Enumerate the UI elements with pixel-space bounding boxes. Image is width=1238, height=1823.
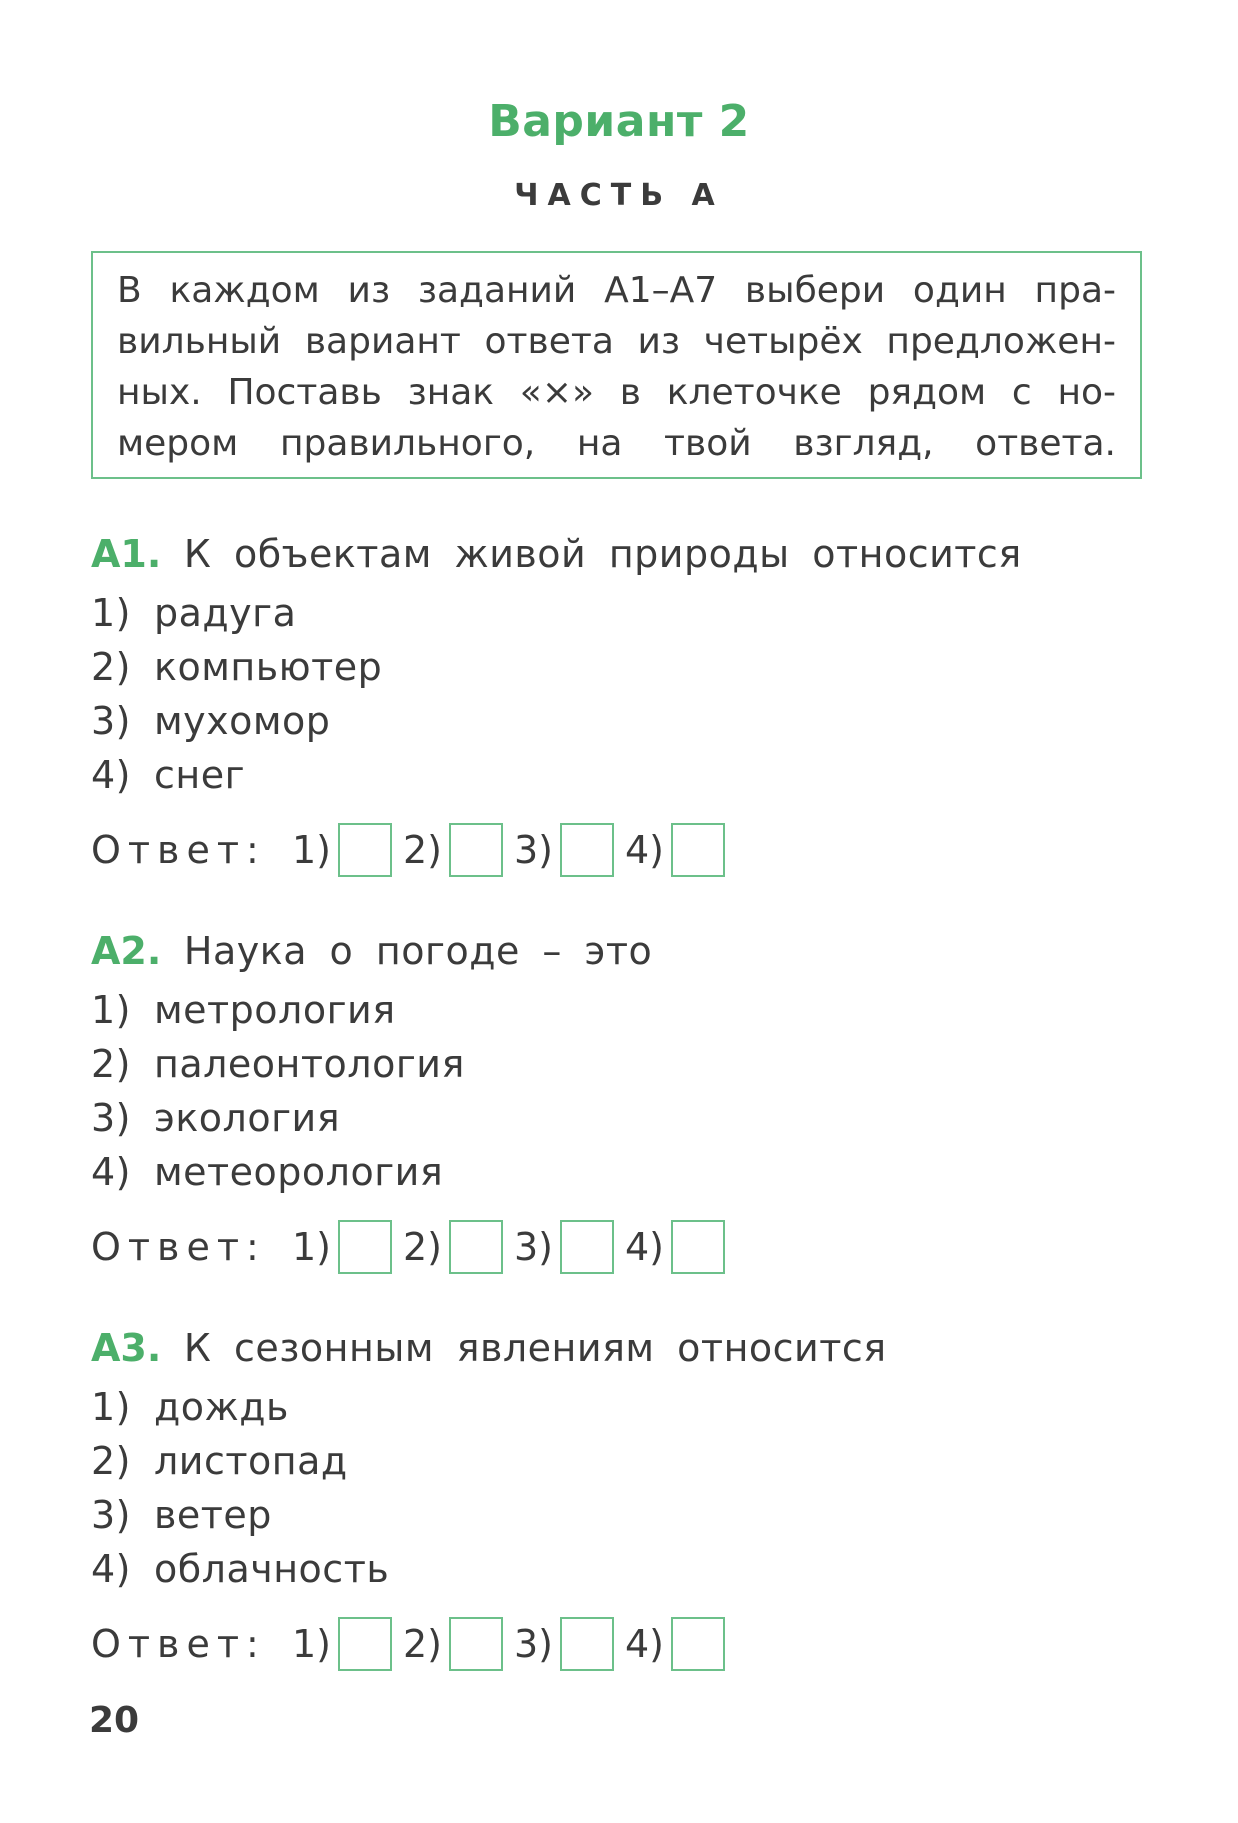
- question-a3: [91, 1322, 1151, 1674]
- answer-choice-2: [403, 1220, 503, 1274]
- option-text: мухомор: [154, 699, 331, 743]
- option-item: [91, 983, 1151, 1037]
- answer-checkbox-3[interactable]: [560, 1220, 614, 1274]
- answer-checkbox-1[interactable]: [338, 1617, 392, 1671]
- answer-choice-number: 3): [514, 1622, 554, 1666]
- option-number: 1): [91, 988, 132, 1032]
- option-list: [91, 1380, 1151, 1596]
- answer-choice-1: [292, 1617, 392, 1671]
- option-item: [91, 1488, 1151, 1542]
- variant-title: Вариант 2: [488, 96, 750, 147]
- answer-choice-4: [625, 1220, 725, 1274]
- option-number: 2): [91, 1439, 132, 1483]
- option-item: [91, 1091, 1151, 1145]
- option-number: 2): [91, 1042, 132, 1086]
- option-number: 4): [91, 1150, 132, 1194]
- option-list: [91, 983, 1151, 1199]
- question-text: Наука о погоде – это: [183, 929, 653, 973]
- answer-choice-4: [625, 1617, 725, 1671]
- answer-checkbox-2[interactable]: [449, 1617, 503, 1671]
- question-number: А1.: [91, 532, 162, 576]
- answer-choice-number: 1): [292, 1225, 332, 1269]
- answer-checkbox-3[interactable]: [560, 823, 614, 877]
- option-text: метеорология: [154, 1150, 444, 1194]
- option-item: [91, 1542, 1151, 1596]
- page-number: 20: [89, 1700, 140, 1741]
- answer-checkbox-2[interactable]: [449, 823, 503, 877]
- option-text: снег: [154, 753, 246, 797]
- answer-choice-number: 4): [625, 1622, 665, 1666]
- answer-choice-3: [514, 1617, 614, 1671]
- question-heading: [91, 528, 1151, 580]
- option-number: 1): [91, 591, 132, 635]
- answer-checkbox-1[interactable]: [338, 1220, 392, 1274]
- option-item: [91, 640, 1151, 694]
- answer-row: [91, 1217, 1151, 1277]
- instruction-line: ных. Поставь знак «×» в клеточке рядом с но-: [117, 372, 1116, 413]
- option-number: 1): [91, 1385, 132, 1429]
- answer-checkbox-4[interactable]: [671, 1220, 725, 1274]
- option-item: [91, 1380, 1151, 1434]
- instruction-line: В каждом из заданий А1–А7 выбери один пра-: [117, 270, 1116, 311]
- answer-choice-number: 1): [292, 828, 332, 872]
- option-text: радуга: [154, 591, 297, 635]
- answer-choice-number: 2): [403, 828, 443, 872]
- answer-choice-2: [403, 823, 503, 877]
- option-number: 4): [91, 1547, 132, 1591]
- answer-row: [91, 1614, 1151, 1674]
- option-item: [91, 586, 1151, 640]
- instruction-box: [91, 251, 1142, 479]
- answer-choice-2: [403, 1617, 503, 1671]
- option-item: [91, 1037, 1151, 1091]
- question-text: К сезонным явлениям относится: [183, 1326, 887, 1370]
- answer-choice-3: [514, 823, 614, 877]
- answer-choice-number: 2): [403, 1225, 443, 1269]
- answer-label: Ответ:: [91, 1622, 266, 1666]
- part-title: ЧАСТЬ А: [514, 178, 724, 213]
- option-item: [91, 1145, 1151, 1199]
- question-text: К объектам живой природы относится: [183, 532, 1022, 576]
- question-a1: [91, 528, 1151, 880]
- option-list: [91, 586, 1151, 802]
- answer-choice-4: [625, 823, 725, 877]
- option-text: дождь: [154, 1385, 289, 1429]
- instruction-line: мером правильного, на твой взгляд, ответа.: [117, 423, 1116, 464]
- question-number: А2.: [91, 929, 162, 973]
- answer-choice-number: 1): [292, 1622, 332, 1666]
- option-number: 3): [91, 699, 132, 743]
- option-number: 3): [91, 1493, 132, 1537]
- option-number: 2): [91, 645, 132, 689]
- option-text: экология: [154, 1096, 341, 1140]
- option-text: палеонтология: [154, 1042, 465, 1086]
- option-item: [91, 1434, 1151, 1488]
- question-heading: [91, 1322, 1151, 1374]
- answer-checkbox-1[interactable]: [338, 823, 392, 877]
- answer-checkbox-3[interactable]: [560, 1617, 614, 1671]
- answer-choice-number: 4): [625, 1225, 665, 1269]
- answer-choice-number: 2): [403, 1622, 443, 1666]
- option-item: [91, 694, 1151, 748]
- question-a2: [91, 925, 1151, 1277]
- option-text: облачность: [154, 1547, 390, 1591]
- option-text: метрология: [154, 988, 396, 1032]
- option-text: компьютер: [154, 645, 383, 689]
- answer-choice-number: 4): [625, 828, 665, 872]
- answer-label: Ответ:: [91, 828, 266, 872]
- option-text: ветер: [154, 1493, 272, 1537]
- answer-choice-3: [514, 1220, 614, 1274]
- option-number: 4): [91, 753, 132, 797]
- question-number: А3.: [91, 1326, 162, 1370]
- answer-checkbox-4[interactable]: [671, 823, 725, 877]
- question-heading: [91, 925, 1151, 977]
- answer-choice-1: [292, 823, 392, 877]
- answer-checkbox-4[interactable]: [671, 1617, 725, 1671]
- answer-choice-number: 3): [514, 1225, 554, 1269]
- option-number: 3): [91, 1096, 132, 1140]
- answer-row: [91, 820, 1151, 880]
- answer-label: Ответ:: [91, 1225, 266, 1269]
- answer-checkbox-2[interactable]: [449, 1220, 503, 1274]
- option-item: [91, 748, 1151, 802]
- answer-choice-1: [292, 1220, 392, 1274]
- option-text: листопад: [154, 1439, 348, 1483]
- instruction-line: вильный вариант ответа из четырёх предложен-: [117, 321, 1116, 362]
- answer-choice-number: 3): [514, 828, 554, 872]
